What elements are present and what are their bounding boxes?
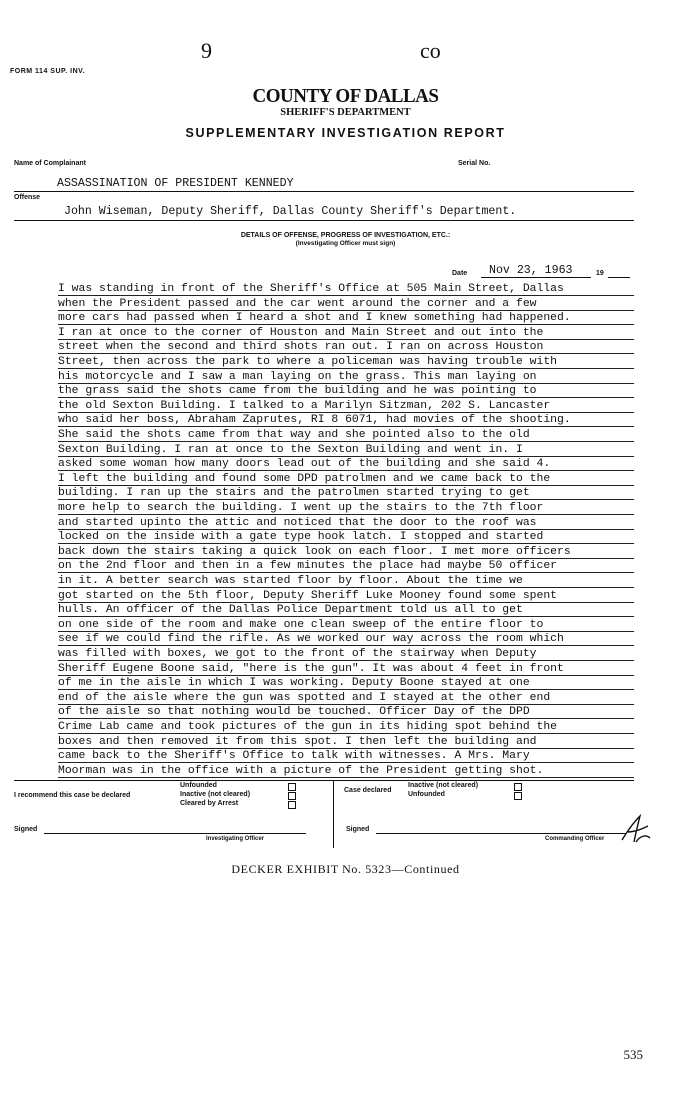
ruled-line [58,324,634,325]
narrative-line: asked some woman how many doors lead out of the building and she said 4. [58,458,551,471]
narrative-line: of the aisle so that nothing would be touched. Officer Day of the DPD [58,706,530,719]
checkbox-cleared[interactable] [288,801,296,809]
narrative-line: in it. A better search was started floor by floor. About the time we [58,575,523,587]
date-label: Date [452,270,468,277]
ruled-line [58,602,634,603]
offense-label: Offense [14,194,41,201]
signed-label-left: Signed [14,826,38,833]
narrative-line: building. I ran up the stairs and the patrolmen started trying to get [58,487,530,500]
ruled-line [58,616,634,617]
year-rule [608,277,630,278]
narrative-line: end of the aisle where the gun was spotted and I stayed at the other end [58,691,551,704]
ruled-line [58,514,634,515]
narrative-line: locked on the inside with a gate type hook latch. I stopped and started [58,531,544,544]
narrative-line: I left the building and found some DPD patrolmen and we came back to the [58,472,551,485]
option-inactive: Inactive (not cleared) [180,791,251,798]
ruled-line [58,529,634,530]
page-mark-left: 9 [201,38,212,63]
ruled-line [58,645,634,646]
checkbox-right-unfounded[interactable] [514,792,522,800]
ruled-line [58,762,634,763]
option-cleared: Cleared by Arrest [180,800,239,807]
form-number: FORM 114 SUP. INV. [10,68,86,75]
ruled-line [58,704,634,705]
narrative-line: and started upinto the attic and noticed that the door to the roof was [58,516,537,529]
page-mark-right: co [420,38,441,63]
narrative-line: of me in the aisle in which I was working. Deputy Boone stayed at one [58,677,530,690]
details-note: (Investigating Officer must sign) [295,240,396,247]
offense-value: ASSASSINATION OF PRESIDENT KENNEDY [57,177,294,190]
narrative-line: street when the second and third shots ran out. I ran on across Houston [58,341,544,354]
narrative-line: when the President passed and the car went around the corner and a few [58,297,537,310]
narrative-line: Sexton Building. I ran at once to the Sexton Building and went in. I [58,443,523,456]
ruled-line [58,718,634,719]
ruled-line [58,353,634,354]
ruled-line [58,777,634,778]
checkbox-unfounded[interactable] [288,783,296,791]
narrative-line: got started on the 5th floor, Deputy Sheriff Luke Mooney found some spent [58,589,557,602]
offense-rule [14,191,634,192]
narrative-line: Sheriff Eugene Boone said, "here is the gun". It was about 4 feet in front [58,662,564,675]
footer-top-rule [14,780,634,781]
exhibit-caption: DECKER EXHIBIT No. 5323—Continued [231,862,460,876]
narrative-line: Street, then across the park to where a policeman was having trouble with [58,356,557,368]
ruled-line [58,310,634,311]
narrative-line: came back to the Sheriff's Office to talk with witnesses. A Mrs. Mary [58,750,530,763]
recommend-label: I recommend this case be declared [14,792,131,799]
ruled-line [58,660,634,661]
narrative-line: I was standing in front of the Sheriff's Office at 505 Main Street, Dallas [58,283,564,295]
ruled-line [58,426,634,427]
initials-signature-icon [618,812,654,846]
department-title: SHERIFF'S DEPARTMENT [280,107,411,118]
ruled-line [58,733,634,734]
narrative-line: Crime Lab came and took pictures of the gun in its hiding spot behind the [58,721,557,733]
ruled-line [58,689,634,690]
ruled-line [58,383,634,384]
ruled-line [58,675,634,676]
complainant-label: Name of Complainant [14,160,86,167]
narrative-line: on the 2nd floor and then in a few minutes the place had maybe 50 officer [58,560,557,573]
details-heading: DETAILS OF OFFENSE, PROGRESS OF INVESTIGATION, ETC.: [240,232,451,239]
narrative-line: the grass said the shots came from the building and he was pointing to [58,385,537,398]
narrative-line: who said her boss, Abraham Zaprutes, RI 8 6071, had movies of the shooting. [58,414,571,427]
report-title: SUPPLEMENTARY INVESTIGATION REPORT [185,126,506,140]
officer-rule [14,220,634,221]
page-number: 535 [623,1047,643,1062]
investigating-officer-label: Investigating Officer [206,836,265,842]
case-declared-label: Case declared [344,787,392,794]
signed-label-right: Signed [346,826,370,833]
narrative-line: back down the stairs taking a quick look on each floor. I met more officers [58,545,571,558]
ruled-line [58,572,634,573]
left-options [180,781,250,808]
narrative-line: I ran at once to the corner of Houston and Main Street and out into the [58,326,544,339]
narrative-line: hulls. An officer of the Dallas Police Department told us all to get [58,604,523,617]
narrative-line: She said the shots came from that way and she pointed also to the old [58,429,530,441]
right-checkboxes [510,782,522,800]
ruled-line [58,295,634,296]
ruled-line [58,587,634,588]
footer-divider [333,780,334,848]
ruled-line [58,397,634,398]
narrative-line: see if we could find the rifle. As we worked our way across the room which [58,633,564,646]
ruled-line [58,631,634,632]
signed-rule-left [44,833,306,834]
narrative-line: was filled with boxes, we got to the front of the stairway when Deputy [58,648,537,660]
serial-label: Serial No. [458,160,491,167]
narrative-line: boxes and then removed it from this spot. I then left the building and [58,735,537,748]
ruled-line [58,543,634,544]
narrative-line: more cars had passed when I heard a shot and I knew something had happened. [58,312,571,325]
county-title: COUNTY OF DALLAS [252,85,439,108]
commanding-officer-label: Commanding Officer [545,836,605,842]
narrative-line: more help to search the building. I went up the stairs to the 7th floor [58,502,544,514]
checkbox-right-inactive[interactable] [514,783,522,791]
ruled-line [58,339,634,340]
ruled-line [58,748,634,749]
ruled-line [58,485,634,486]
ruled-line [58,412,634,413]
option-unfounded: Unfounded [180,782,217,789]
date-year-prefix: 19 [596,270,604,277]
ruled-line [58,499,634,500]
narrative-line: on one side of the room and make one clean sweep of the entire floor to [58,618,544,631]
narrative-line: Moorman was in the office with a picture of the President getting shot. [58,764,544,777]
narrative-line: his motorcycle and I saw a man laying on the grass. This man laying on [58,370,537,383]
ruled-line [58,456,634,457]
left-checkboxes [284,782,296,809]
ruled-line [58,368,634,369]
ruled-line [58,558,634,559]
right-options: Inactive (not cleared) Unfounded [408,782,479,798]
ruled-line [58,441,634,442]
narrative-line: the old Sexton Building. I talked to a Marilyn Sitzman, 202 S. Lancaster [58,399,551,412]
signed-rule-right [376,833,626,834]
date-rule [481,277,591,278]
officer-line: John Wiseman, Deputy Sheriff, Dallas County Sheriff's Department. [64,205,517,218]
date-value: Nov 23, 1963 [489,264,573,277]
ruled-line [58,470,634,471]
checkbox-inactive[interactable] [288,792,296,800]
